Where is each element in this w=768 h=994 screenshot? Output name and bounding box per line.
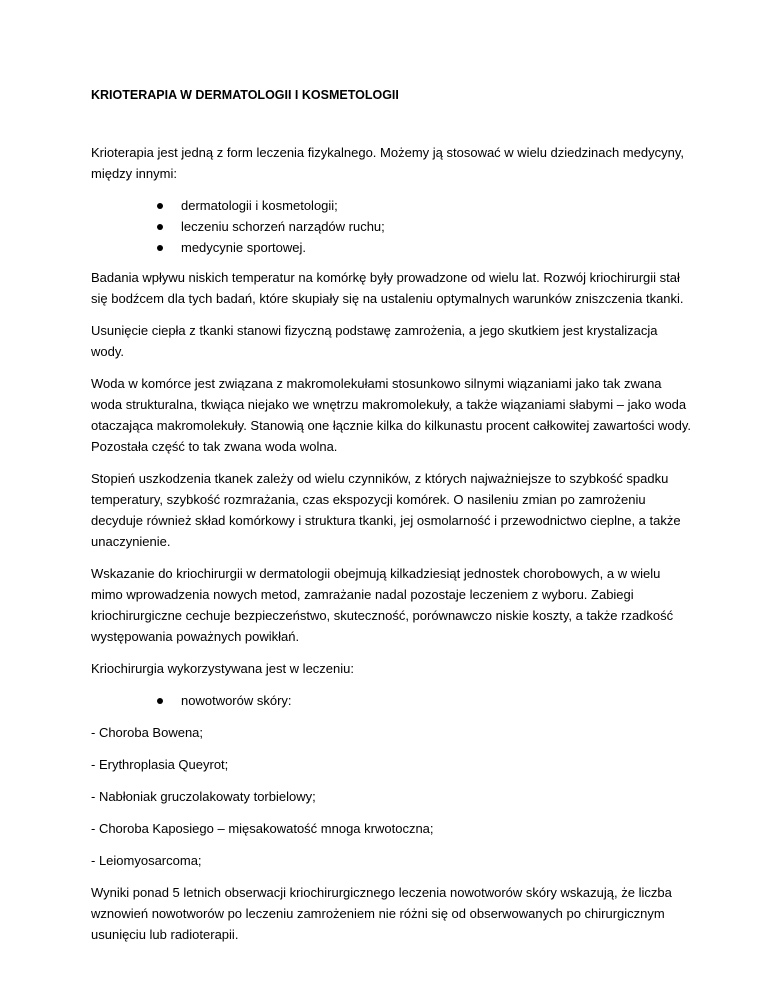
- dash-item-leiomyosarcoma: - Leiomyosarcoma;: [91, 853, 202, 868]
- dash-item-naboniak: - Nabłoniak gruczolakowaty torbielowy;: [91, 789, 316, 804]
- paragraph-indications: Wskazanie do kriochirurgii w dermatologii obejmują kilkadziesiąt jednostek chorobowych, a w wielu mimo wprowadzenia nowych metod, zamrażanie nadal pozostaje leczeniem z wyboru. Zabiegi kriochirurgiczne cechuje bezpieczeństwo, skuteczność, porównawczo niskie koszty, a także rzadkość występowania poważnych powikłań.: [91, 566, 674, 644]
- list-item: nowotworów skóry:: [91, 690, 691, 711]
- list-item: leczeniu schorzeń narządów ruchu;: [91, 216, 691, 237]
- treatment-list: [91, 690, 691, 711]
- intro-paragraph: Krioterapia jest jedną z form leczenia fizykalnego. Możemy ją stosować w wielu dziedzinach medycyny, między innymi:: [91, 145, 684, 181]
- bullet-icon: [157, 245, 163, 251]
- paragraph-tissue-damage: Stopień uszkodzenia tkanek zależy od wielu czynników, z których najważniejsze to szybkość spadku temperatury, szybkość rozmrażania, czas ekspozycji komórek. O nasileniu zmian po zamrożeniu decyduje również skład komórkowy i struktura tkanki, jej osmolarność i przewodnictwo cieplne, a także unaczynienie.: [91, 471, 681, 549]
- list-item: dermatologii i kosmetologii;: [91, 195, 691, 216]
- document-body: [91, 142, 691, 956]
- dash-item-erythroplasia: - Erythroplasia Queyrot;: [91, 757, 229, 772]
- closing-paragraph: Wyniki ponad 5 letnich obserwacji kriochirurgicznego leczenia nowotworów skóry wskazują, że liczba wznowień nowotworów po leczeniu zamrożeniem nie różni się od obserwowanych po chirurgicznym usunięciu lub radioterapii.: [91, 885, 672, 942]
- paragraph-research: Badania wpływu niskich temperatur na komórkę były prowadzone od wielu lat. Rozwój kriochirurgii stał się bodźcem dla tych badań, które skupiały się na ustaleniu optymalnych warunków zniszczenia tkanki.: [91, 270, 684, 306]
- treatment-intro: Kriochirurgia wykorzystywana jest w leczeniu:: [91, 661, 354, 676]
- list-item: medycynie sportowej.: [91, 237, 691, 258]
- bullet-icon: [157, 203, 163, 209]
- dash-item-bowen: - Choroba Bowena;: [91, 725, 204, 740]
- bullet-icon: [157, 698, 163, 704]
- bullet-icon: [157, 224, 163, 230]
- document-title: KRIOTERAPIA W DERMATOLOGII I KOSMETOLOGII: [91, 88, 399, 102]
- paragraph-water: Woda w komórce jest związana z makromolekułami stosunkowo silnymi wiązaniami jako tak zwana woda strukturalna, tkwiąca niejako we wnętrzu makromolekuły, a także wiązaniami słabymi – jako woda otaczająca makromolekuły. Stanowią one łącznie kilka do kilkunastu procent całkowitej zawartości wody. Pozostała część to tak zwana woda wolna.: [91, 376, 691, 454]
- medicine-fields-list: [91, 195, 691, 258]
- dash-item-kaposi: - Choroba Kaposiego – mięsakowatość mnoga krwotoczna;: [91, 821, 434, 836]
- paragraph-heat-removal: Usunięcie ciepła z tkanki stanowi fizyczną podstawę zamrożenia, a jego skutkiem jest krystalizacja wody.: [91, 323, 658, 359]
